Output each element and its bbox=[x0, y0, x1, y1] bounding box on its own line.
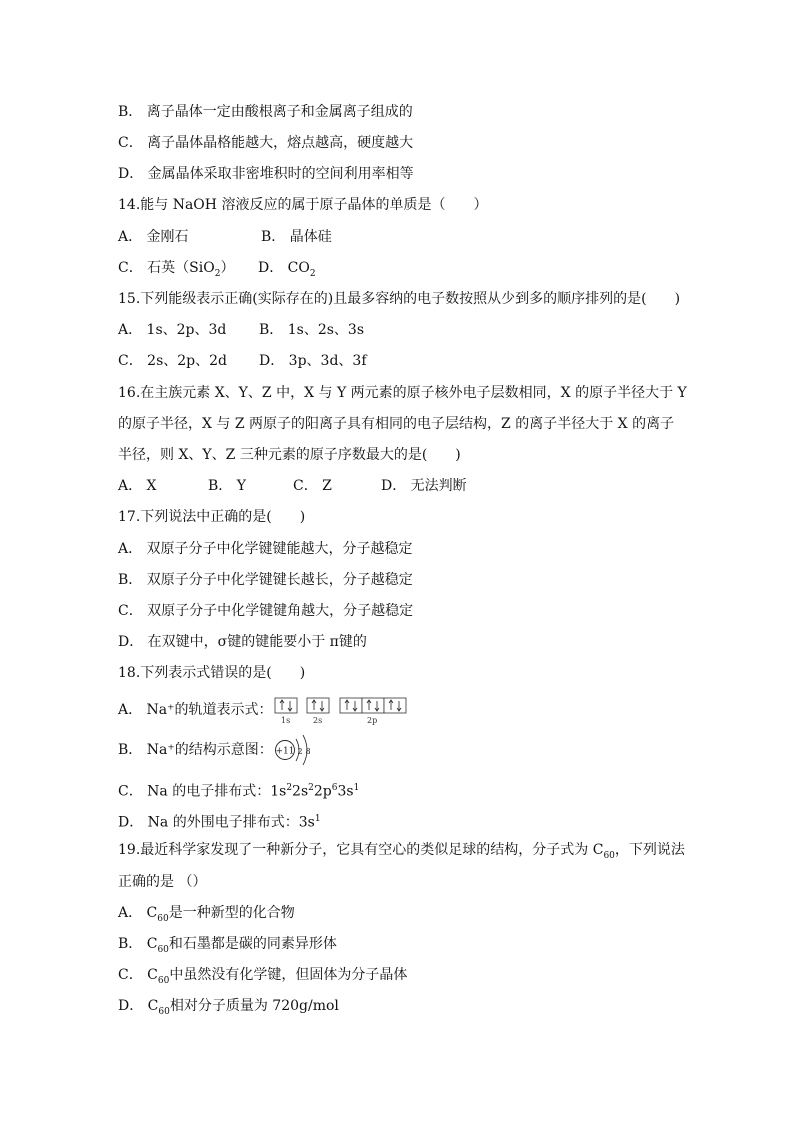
q16-stem-line1: 16.在主族元素 X、Y、Z 中，X 与 Y 两元素的原子核外电子层数相同，X 的原子半径大于 Y bbox=[118, 385, 687, 401]
q14-options-row1 bbox=[118, 227, 332, 247]
q17-option-a: A． 双原子分子中化学键键能越大，分子越稳定 bbox=[118, 541, 413, 557]
orbital-box-2p-1 bbox=[340, 698, 362, 713]
orbital-box-2p-3 bbox=[384, 698, 406, 713]
orbital-box-2p-2 bbox=[362, 698, 384, 713]
q18-stem: 18.下列表示式错误的是( ) bbox=[118, 665, 306, 681]
q13-option-c: C． 离子晶体晶格能越大，熔点越高，硬度越大 bbox=[118, 135, 414, 151]
q16-stem-line3: 半径，则 X、Y、Z 三种元素的原子序数最大的是( ) bbox=[118, 447, 461, 463]
q13-option-b: B． 离子晶体一定由酸根离子和金属离子组成的 bbox=[118, 104, 413, 120]
q18-option-c: C． Na 的电子排布式：$1s^22s^22p^63s^1$ bbox=[118, 783, 360, 800]
orbital-label-2s: 2s bbox=[313, 716, 323, 725]
q17-option-b: B． 双原子分子中化学键键长越长，分子越稳定 bbox=[118, 572, 413, 588]
orbital-label-2p: 2p bbox=[367, 716, 378, 725]
q19-option-b: B． $C_{60}$和石墨都是碳的同素异形体 bbox=[118, 936, 337, 955]
na-ion-orbital-diagram bbox=[274, 695, 409, 727]
q15-option-c: C． 2s、2p、2d bbox=[118, 353, 227, 369]
q19-option-a: A． $C_{60}$是一种新型的化合物 bbox=[118, 905, 295, 924]
q14-option-a: A． 金刚石 bbox=[118, 229, 189, 245]
shell-2-electrons: 8 bbox=[305, 747, 311, 756]
q15-options-row1 bbox=[118, 320, 364, 340]
q15-stem: 15.下列能级表示正确(实际存在的)且最多容纳的电子数按照从少到多的顺序排列的是( ) bbox=[118, 291, 681, 307]
q19-option-d: D． $C_{60}$相对分子质量为 720g/mol bbox=[118, 998, 339, 1017]
na-ion-structure-diagram bbox=[272, 732, 318, 770]
q14-stem: 14.能与 NaOH 溶液反应的属于原子晶体的单质是（ ） bbox=[118, 197, 488, 213]
q15-option-a: A． 1s、2p、3d bbox=[118, 322, 227, 338]
q19-stem-line1: 19.最近科学家发现了一种新分子，它具有空心的类似足球的结构，分子式为 $C_{60}$，下列说法 bbox=[118, 842, 685, 861]
q15-option-b: B． 1s、2s、3s bbox=[259, 322, 365, 338]
q15-option-d: D． 3p、3d、3f bbox=[259, 353, 367, 369]
nucleus-charge: +11 bbox=[275, 746, 295, 757]
q19-option-c: C． $C_{60}$中虽然没有化学键，但固体为分子晶体 bbox=[118, 967, 408, 986]
shell-1-electrons: 2 bbox=[297, 747, 303, 756]
q14-options-row2 bbox=[118, 258, 316, 284]
q13-option-d: D． 金属晶体采取非密堆积时的空间利用率相等 bbox=[118, 166, 414, 182]
q18-option-b: B． Na⁺的结构示意图： bbox=[118, 742, 273, 758]
q17-stem: 17.下列说法中正确的是( ) bbox=[118, 509, 306, 525]
q16-options bbox=[118, 476, 467, 496]
q16-stem-line2: 的原子半径，X 与 Z 两原子的阳离子具有相同的电子层结构，Z 的离子半径大于 X 的离子 bbox=[118, 416, 675, 432]
q16-option-c: C． Z bbox=[293, 478, 332, 494]
q15-options-row2 bbox=[118, 351, 367, 371]
orbital-label-1s: 1s bbox=[281, 716, 291, 725]
q14-option-d: D． $CO_2$ bbox=[258, 260, 316, 279]
q14-option-c: C． 石英（SiO$_2$） bbox=[118, 260, 235, 279]
orbital-box-2s bbox=[307, 698, 329, 713]
q17-option-d: D． 在双键中，σ键的键能要小于 π键的 bbox=[118, 634, 367, 650]
q16-option-b: B． Y bbox=[208, 478, 246, 494]
q18-option-d: D． Na 的外围电子排布式：$3s^1$ bbox=[118, 814, 321, 831]
q19-stem-line2: 正确的是 （） bbox=[118, 874, 207, 890]
q16-option-d: D． 无法判断 bbox=[381, 478, 467, 494]
q16-option-a: A． X bbox=[118, 478, 157, 494]
orbital-box-1s bbox=[275, 698, 297, 713]
q17-option-c: C． 双原子分子中化学键键角越大，分子越稳定 bbox=[118, 603, 414, 619]
q18-option-a: A． Na⁺的轨道表示式： bbox=[118, 702, 273, 718]
q14-option-b: B． 晶体硅 bbox=[261, 229, 332, 245]
